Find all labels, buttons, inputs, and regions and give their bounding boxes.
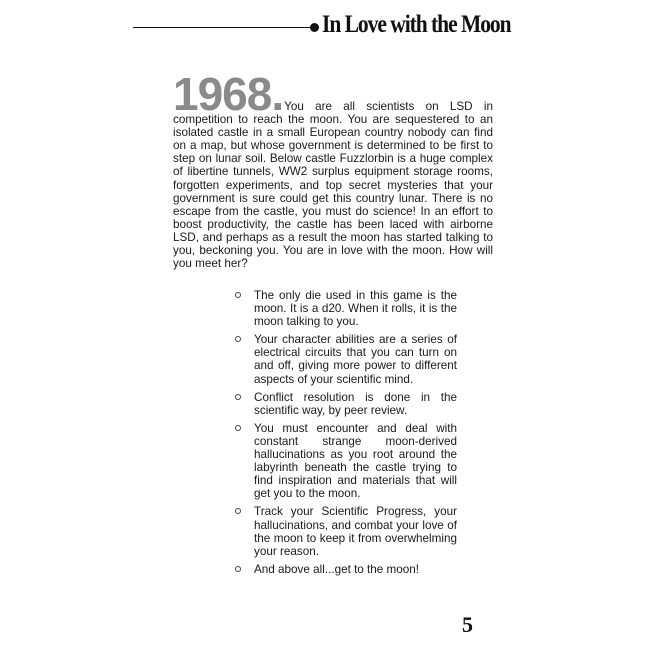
- list-item: [232, 563, 457, 576]
- list-item: [232, 289, 457, 328]
- list-item: [232, 505, 457, 557]
- intro-year: 1968.: [173, 68, 284, 120]
- list-item: [232, 391, 457, 417]
- circle-bullet-icon: [235, 425, 241, 431]
- header-bullet-dot: [310, 23, 319, 32]
- list-item-text: You must encounter and deal with constant strange moon-derived hallucinations as you root around the labyrinth beneath the castle trying to find inspiration and materials that will get you to the moon.: [254, 421, 457, 501]
- feature-list: [232, 289, 457, 581]
- list-item-text: Conflict resolution is done in the scientific way, by peer review.: [254, 390, 457, 417]
- circle-bullet-icon: [235, 394, 241, 400]
- intro-text: You are all scientists on LSD in competition to reach the moon. You are sequestered to an isolated castle in a small European country nobody can find on a map, but whose government is determined to be first to step on lunar soil. Below castle Fuzzlorbin is a huge complex of libertine tunnels, WW2 surplus equipment storage rooms, forgotten experiments, and top secret mysteries that your government is sure could get this country lunar. There is no escape from the castle, you must do science! In an effort to boost productivity, the castle has been laced with airborne LSD, and perhaps as a result the moon has started talking to you, beckoning you. You are in love with the moon. How will you meet her?: [173, 100, 493, 271]
- list-item: [232, 422, 457, 501]
- list-item-text: Your character abilities are a series of electrical circuits that you can turn on and off, giving more power to different aspects of your scientific mind.: [254, 333, 457, 386]
- page-title: In Love with the Moon: [322, 11, 511, 38]
- intro-paragraph: [173, 68, 493, 271]
- circle-bullet-icon: [235, 508, 241, 514]
- header-rule: [133, 27, 313, 28]
- list-item-text: The only die used in this game is the moon. It is a d20. When it rolls, it is the moon talking to you.: [254, 289, 457, 329]
- list-item-text: Track your Scientific Progress, your hallucinations, and combat your love of the moon to keep it from overwhelming your reason.: [254, 505, 457, 558]
- circle-bullet-icon: [235, 566, 241, 572]
- page-number: 5: [462, 612, 473, 637]
- circle-bullet-icon: [235, 292, 241, 298]
- circle-bullet-icon: [235, 336, 241, 342]
- list-item: [232, 333, 457, 385]
- list-item-text: And above all...get to the moon!: [254, 562, 420, 576]
